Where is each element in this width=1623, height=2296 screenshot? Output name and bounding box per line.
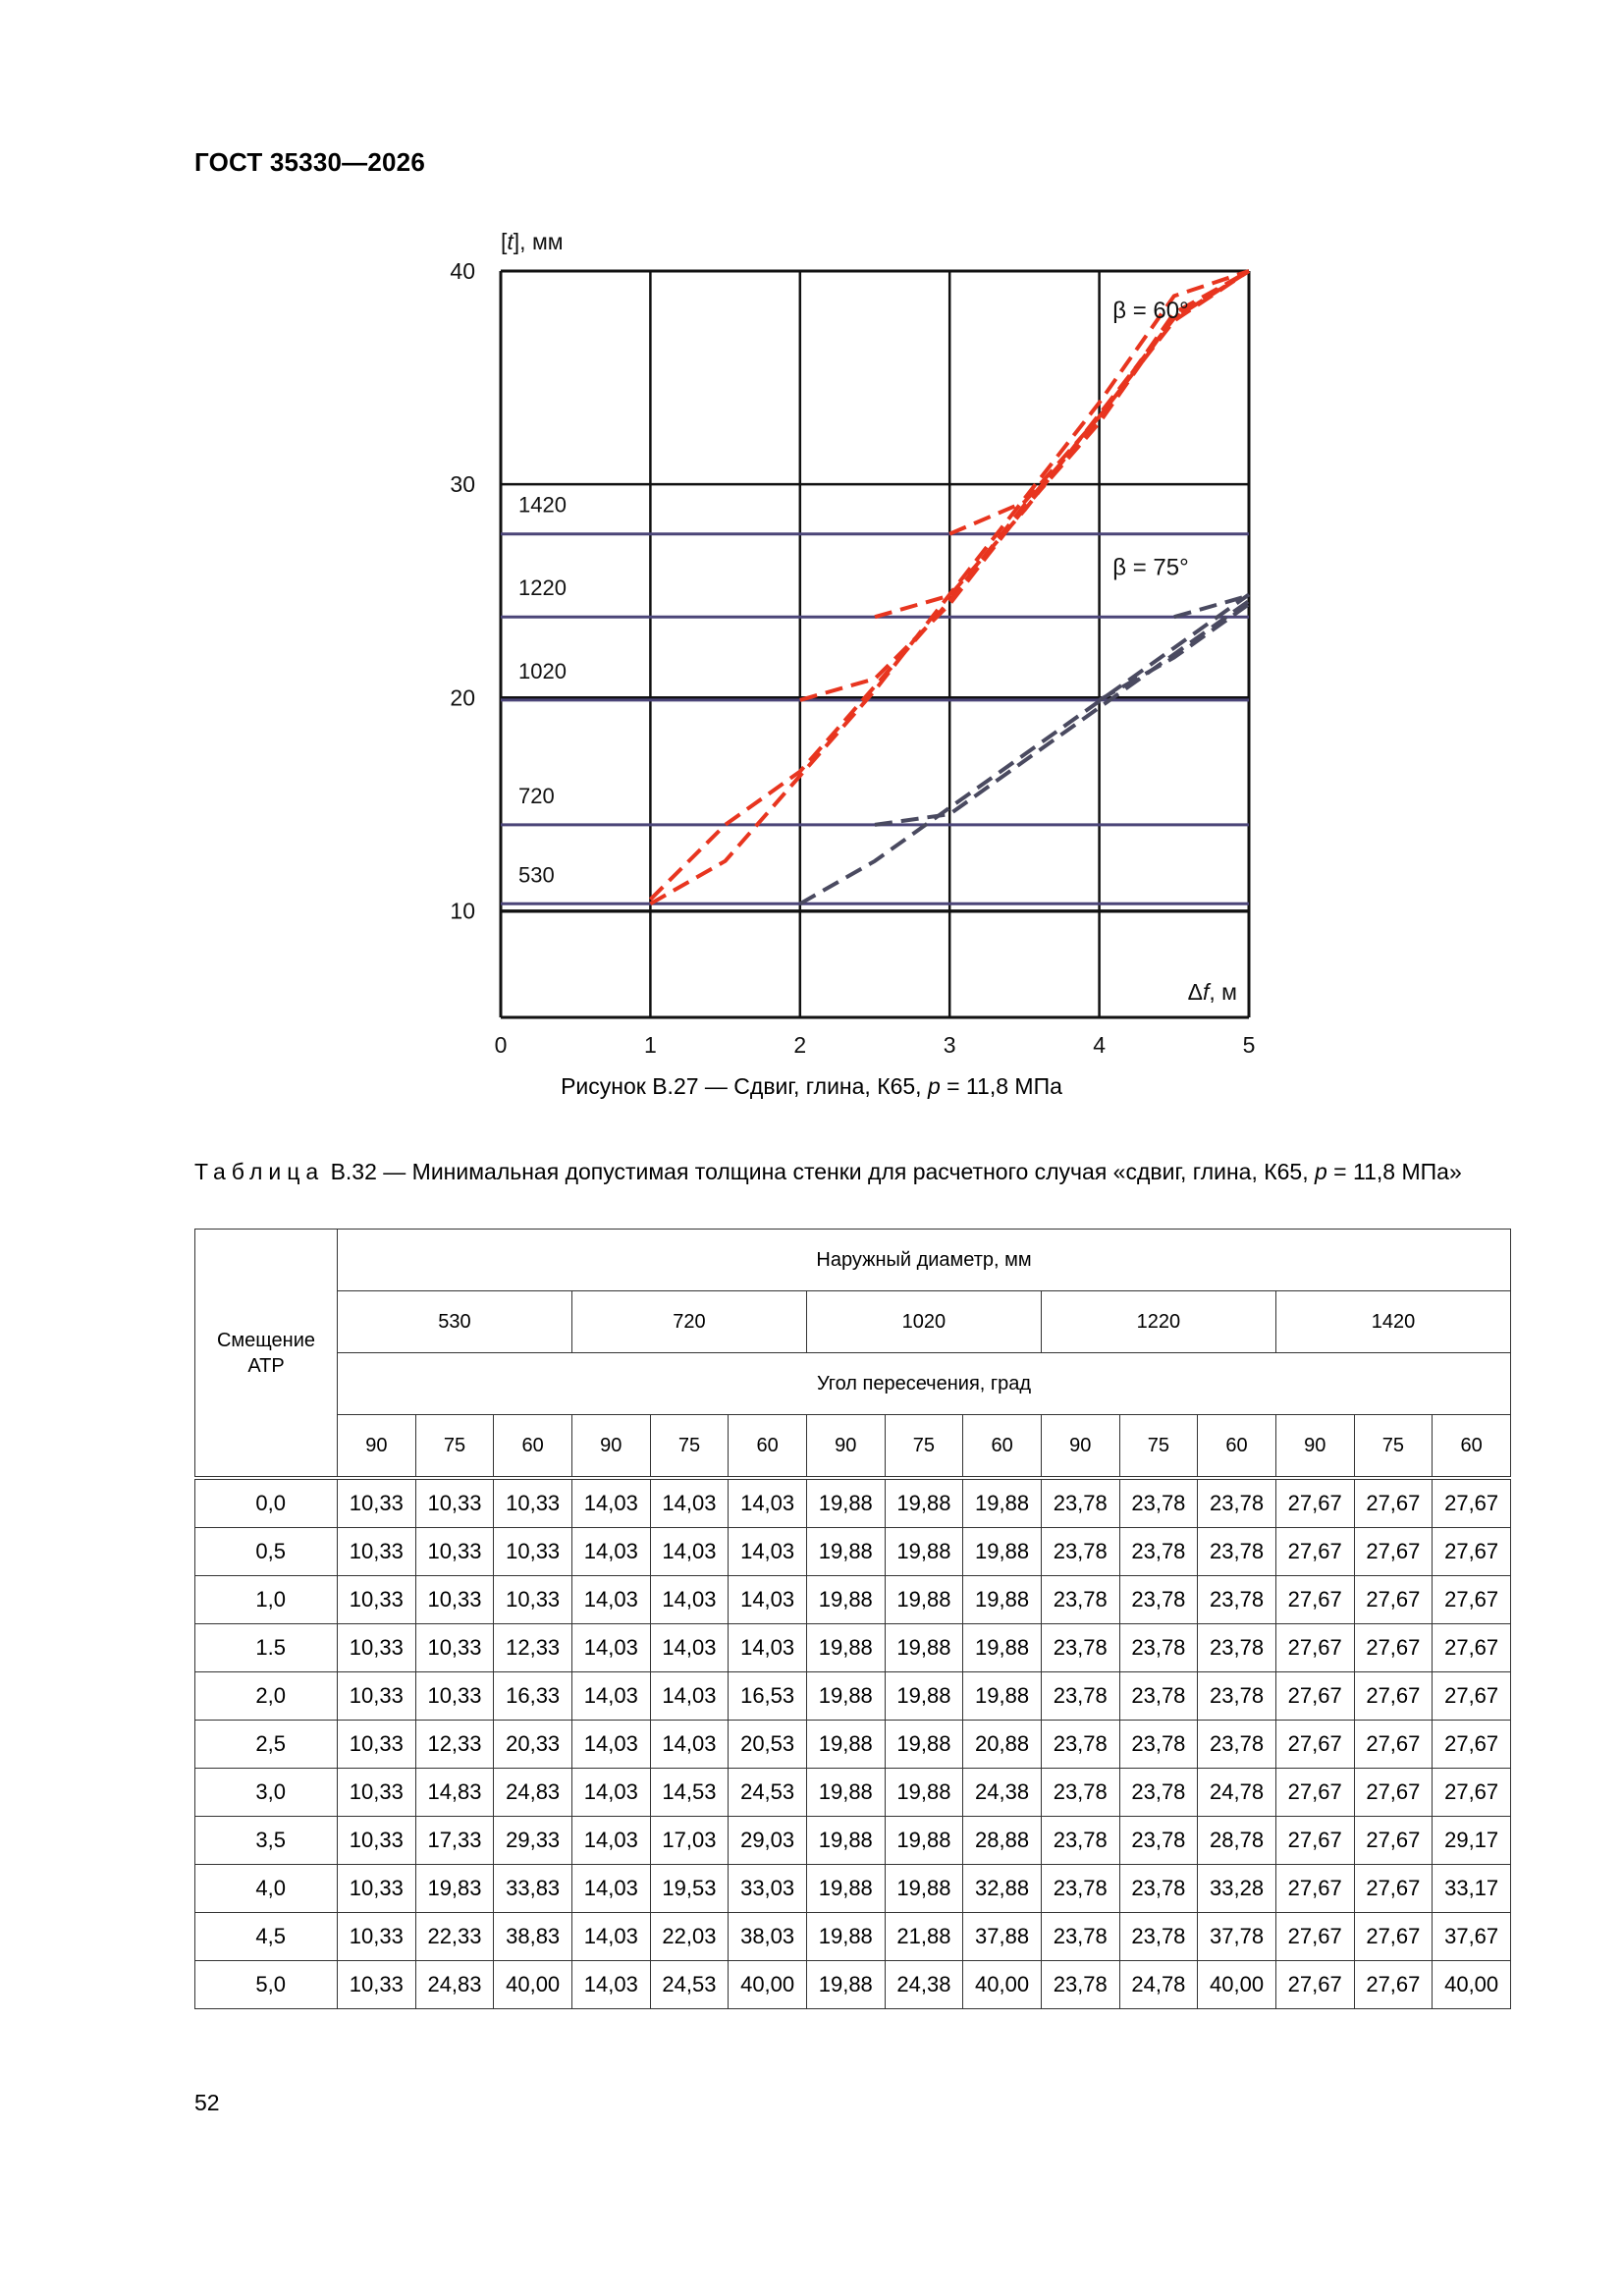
diameter-label: 1020 [518,658,567,683]
thickness-cell: 23,78 [1119,1865,1198,1913]
thickness-cell: 27,67 [1275,1865,1354,1913]
thickness-cell: 38,83 [494,1913,572,1961]
thickness-cell: 40,00 [963,1961,1042,2009]
thickness-cell: 19,88 [963,1624,1042,1672]
thickness-cell: 19,88 [806,1865,885,1913]
thickness-cell: 19,88 [963,1576,1042,1624]
thickness-cell: 23,78 [1119,1576,1198,1624]
figure-caption-text: Рисунок В.27 — Сдвиг, глина, К65, [561,1073,928,1099]
diameter-header: 1420 [1275,1291,1510,1353]
thickness-cell: 23,78 [1198,1528,1276,1576]
x-tick-label: 1 [644,1032,657,1058]
chart-grid [501,271,1249,1017]
table-row [195,1817,1511,1865]
x-tick-label: 2 [793,1032,807,1058]
thickness-cell: 10,33 [415,1576,494,1624]
thickness-cell: 10,33 [338,1478,416,1528]
angle-header-cell: 90 [338,1415,416,1479]
thickness-cell: 10,33 [494,1576,572,1624]
table-caption-end: = 11,8 МПа» [1326,1159,1462,1184]
thickness-cell: 16,33 [494,1672,572,1721]
thickness-cell: 12,33 [494,1624,572,1672]
thickness-cell: 14,03 [729,1528,807,1576]
thickness-cell: 14,03 [729,1624,807,1672]
thickness-cell: 22,33 [415,1913,494,1961]
table-row [195,1624,1511,1672]
thickness-cell: 33,28 [1198,1865,1276,1913]
thickness-cell: 23,78 [1041,1528,1119,1576]
thickness-cell: 14,03 [650,1624,729,1672]
thickness-cell: 23,78 [1041,1865,1119,1913]
thickness-cell: 10,33 [494,1528,572,1576]
thickness-cell: 14,03 [571,1913,650,1961]
angle-header-cell: 60 [1433,1415,1511,1479]
thickness-cell: 24,83 [415,1961,494,2009]
thickness-cell: 14,03 [571,1672,650,1721]
thickness-cell: 10,33 [338,1528,416,1576]
thickness-cell: 27,67 [1354,1624,1433,1672]
thickness-cell: 10,33 [415,1624,494,1672]
angle-header-cell: 75 [1119,1415,1198,1479]
thickness-cell: 10,33 [338,1672,416,1721]
thickness-cell: 23,78 [1041,1961,1119,2009]
thickness-cell: 24,78 [1119,1961,1198,2009]
outer-diameter-header: Наружный диаметр, мм [338,1230,1511,1291]
y-tick-label: 30 [450,471,475,498]
thickness-cell: 29,17 [1433,1817,1511,1865]
diameter-header: 1020 [806,1291,1041,1353]
thickness-cell: 14,53 [650,1769,729,1817]
table-row [195,1721,1511,1769]
thickness-cell: 19,88 [806,1769,885,1817]
thickness-cell: 10,33 [338,1721,416,1769]
thickness-cell: 14,03 [650,1721,729,1769]
thickness-cell: 14,03 [571,1865,650,1913]
table-caption [194,1157,1510,1186]
x-axis-label [1188,979,1237,1005]
x-tick-label: 4 [1093,1032,1106,1058]
angle-header: Угол пересечения, град [338,1353,1511,1415]
angle-header-cell: 75 [650,1415,729,1479]
thickness-cell: 21,88 [885,1913,963,1961]
angle-header-cell: 75 [1354,1415,1433,1479]
x-axis-label-part: f [1203,979,1210,1005]
thickness-cell: 17,03 [650,1817,729,1865]
thickness-cell: 22,03 [650,1913,729,1961]
thickness-cell: 40,00 [494,1961,572,2009]
thickness-cell: 23,78 [1119,1624,1198,1672]
thickness-cell: 14,03 [650,1478,729,1528]
thickness-cell: 14,03 [571,1769,650,1817]
thickness-cell: 27,67 [1433,1528,1511,1576]
thickness-cell: 23,78 [1198,1576,1276,1624]
stub-header-line2: АТР [247,1354,285,1377]
thickness-cell: 14,03 [650,1672,729,1721]
thickness-cell: 10,33 [415,1478,494,1528]
thickness-cell: 10,33 [494,1478,572,1528]
offset-cell: 0,0 [195,1478,338,1528]
thickness-cell: 27,67 [1275,1672,1354,1721]
thickness-cell: 27,67 [1354,1478,1433,1528]
offset-cell: 4,5 [195,1913,338,1961]
thickness-cell: 23,78 [1198,1721,1276,1769]
offset-cell: 0,5 [195,1528,338,1576]
thickness-cell: 14,03 [571,1624,650,1672]
thickness-cell: 20,88 [963,1721,1042,1769]
thickness-cell: 37,88 [963,1913,1042,1961]
thickness-cell: 27,67 [1354,1961,1433,2009]
thickness-cell: 19,88 [885,1721,963,1769]
thickness-cell: 24,78 [1198,1769,1276,1817]
angle-header-cell: 75 [885,1415,963,1479]
thickness-cell: 23,78 [1041,1721,1119,1769]
thickness-cell: 23,78 [1041,1672,1119,1721]
thickness-cell: 19,88 [885,1528,963,1576]
stub-header [195,1230,338,1479]
thickness-cell: 24,53 [729,1769,807,1817]
angle-header-cell: 60 [963,1415,1042,1479]
thickness-cell: 14,03 [571,1817,650,1865]
table-row [195,1576,1511,1624]
thickness-cell: 16,53 [729,1672,807,1721]
thickness-cell: 37,78 [1198,1913,1276,1961]
thickness-cell: 27,67 [1275,1817,1354,1865]
figure-caption [0,1073,1623,1100]
thickness-cell: 27,67 [1354,1865,1433,1913]
data-table [194,1229,1511,2009]
thickness-cell: 27,67 [1354,1528,1433,1576]
diameter-label: 530 [518,862,555,888]
thickness-cell: 24,38 [963,1769,1042,1817]
thickness-cell: 10,33 [338,1865,416,1913]
thickness-cell: 10,33 [338,1769,416,1817]
thickness-cell: 19,88 [806,1478,885,1528]
thickness-cell: 14,03 [650,1528,729,1576]
offset-cell: 1.5 [195,1624,338,1672]
thickness-cell: 29,03 [729,1817,807,1865]
table-caption-label: Таблица [194,1159,325,1184]
thickness-cell: 27,67 [1433,1769,1511,1817]
thickness-cell: 40,00 [729,1961,807,2009]
angle-header-cell: 90 [571,1415,650,1479]
x-tick-label: 5 [1242,1032,1256,1058]
table-caption-p: p [1315,1159,1327,1184]
thickness-cell: 27,67 [1275,1961,1354,2009]
thickness-cell: 27,67 [1275,1913,1354,1961]
thickness-cell: 33,83 [494,1865,572,1913]
offset-cell: 2,0 [195,1672,338,1721]
angle-header-cell: 60 [1198,1415,1276,1479]
thickness-cell: 23,78 [1119,1528,1198,1576]
thickness-cell: 20,33 [494,1721,572,1769]
y-axis-label-part: t [507,229,514,254]
thickness-cell: 27,67 [1275,1478,1354,1528]
thickness-cell: 14,03 [571,1961,650,2009]
offset-cell: 3,5 [195,1817,338,1865]
angle-header-cell: 75 [415,1415,494,1479]
stub-header-line1: Смещение [216,1329,315,1351]
thickness-cell: 23,78 [1198,1672,1276,1721]
thickness-cell: 19,88 [885,1865,963,1913]
thickness-cell: 10,33 [338,1624,416,1672]
thickness-cell: 23,78 [1041,1576,1119,1624]
thickness-cell: 12,33 [415,1721,494,1769]
diameter-header: 720 [571,1291,806,1353]
table-row [195,1528,1511,1576]
figure-caption-tail: = 11,8 МПа [940,1073,1062,1099]
series-label: β = 60° [1112,298,1189,324]
thickness-cell: 23,78 [1198,1478,1276,1528]
thickness-cell: 27,67 [1275,1624,1354,1672]
thickness-cell: 24,83 [494,1769,572,1817]
thickness-cell: 27,67 [1275,1721,1354,1769]
thickness-cell: 27,67 [1354,1769,1433,1817]
thickness-cell: 23,78 [1198,1624,1276,1672]
series-label: β = 75° [1112,554,1189,581]
document-header: ГОСТ 35330—2026 [194,147,425,177]
diameter-header: 1220 [1041,1291,1275,1353]
thickness-cell: 32,88 [963,1865,1042,1913]
thickness-cell: 24,53 [650,1961,729,2009]
series-line [800,594,1249,903]
offset-cell: 1,0 [195,1576,338,1624]
thickness-cell: 19,88 [806,1528,885,1576]
x-axis-label-part: Δ [1187,979,1204,1005]
thickness-cell: 23,78 [1119,1478,1198,1528]
thickness-cell: 19,88 [806,1576,885,1624]
y-axis-label [501,229,564,254]
diameter-lines [501,534,1249,904]
thickness-cell: 28,88 [963,1817,1042,1865]
thickness-cell: 19,88 [885,1769,963,1817]
thickness-cell: 24,38 [885,1961,963,2009]
thickness-cell: 10,33 [338,1576,416,1624]
thickness-cell: 19,88 [885,1672,963,1721]
thickness-cell: 28,78 [1198,1817,1276,1865]
thickness-cell: 23,78 [1119,1721,1198,1769]
diameter-label: 1220 [518,575,567,601]
thickness-cell: 17,33 [415,1817,494,1865]
thickness-cell: 10,33 [415,1528,494,1576]
thickness-cell: 33,03 [729,1865,807,1913]
thickness-cell: 10,33 [338,1913,416,1961]
thickness-cell: 27,67 [1275,1576,1354,1624]
thickness-cell: 19,88 [885,1576,963,1624]
series-line [875,271,1249,617]
thickness-cell: 23,78 [1041,1769,1119,1817]
thickness-cell: 40,00 [1433,1961,1511,2009]
thickness-cell: 19,88 [963,1528,1042,1576]
table-row [195,1913,1511,1961]
thickness-cell: 23,78 [1041,1817,1119,1865]
thickness-cell: 10,33 [415,1672,494,1721]
thickness-cell: 19,88 [806,1624,885,1672]
thickness-cell: 23,78 [1041,1913,1119,1961]
series-line [875,601,1249,825]
y-tick-label: 40 [450,258,475,284]
thickness-cell: 23,78 [1119,1817,1198,1865]
table-row [195,1672,1511,1721]
figure-chart [0,0,1623,1061]
thickness-cell: 20,53 [729,1721,807,1769]
page-number: 52 [194,2090,220,2115]
thickness-cell: 27,67 [1354,1721,1433,1769]
thickness-cell: 19,88 [806,1672,885,1721]
thickness-cell: 27,67 [1433,1672,1511,1721]
y-tick-label: 20 [450,684,475,711]
thickness-cell: 23,78 [1041,1478,1119,1528]
table-row [195,1865,1511,1913]
thickness-cell: 19,88 [885,1817,963,1865]
thickness-cell: 19,83 [415,1865,494,1913]
thickness-cell: 19,88 [806,1817,885,1865]
thickness-cell: 19,88 [806,1721,885,1769]
thickness-cell: 23,78 [1041,1624,1119,1672]
thickness-cell: 14,03 [571,1528,650,1576]
thickness-cell: 14,03 [650,1576,729,1624]
thickness-cell: 27,67 [1433,1576,1511,1624]
thickness-cell: 27,67 [1354,1913,1433,1961]
thickness-cell: 23,78 [1119,1769,1198,1817]
angle-header-cell: 60 [494,1415,572,1479]
thickness-cell: 14,03 [729,1576,807,1624]
thickness-cell: 23,78 [1119,1672,1198,1721]
y-tick-label: 10 [450,898,475,924]
angle-header-cell: 90 [806,1415,885,1479]
thickness-cell: 14,03 [571,1478,650,1528]
angle-header-cell: 60 [729,1415,807,1479]
thickness-cell: 19,88 [806,1913,885,1961]
thickness-cell: 27,67 [1275,1528,1354,1576]
table-row [195,1478,1511,1528]
thickness-cell: 40,00 [1198,1961,1276,2009]
offset-cell: 5,0 [195,1961,338,2009]
offset-cell: 4,0 [195,1865,338,1913]
thickness-cell: 27,67 [1433,1478,1511,1528]
thickness-cell: 27,67 [1354,1817,1433,1865]
thickness-cell: 23,78 [1119,1913,1198,1961]
x-tick-label: 0 [494,1032,508,1058]
thickness-cell: 38,03 [729,1913,807,1961]
thickness-cell: 19,88 [885,1478,963,1528]
thickness-cell: 14,03 [571,1721,650,1769]
thickness-cell: 10,33 [338,1817,416,1865]
thickness-cell: 27,67 [1275,1769,1354,1817]
diameter-header: 530 [338,1291,572,1353]
series-line [800,271,1249,700]
table-caption-text: В.32 — Минимальная допустимая толщина стенки для расчетного случая «сдвиг, глина, К65, [324,1159,1315,1184]
thickness-cell: 19,88 [963,1672,1042,1721]
thickness-cell: 27,67 [1433,1721,1511,1769]
thickness-cell: 19,88 [963,1478,1042,1528]
y-axis-label-part: [ [501,229,508,254]
diameter-label: 720 [518,783,555,808]
y-axis-label-part: ], мм [513,229,564,254]
thickness-cell: 19,88 [885,1624,963,1672]
thickness-cell: 14,03 [571,1576,650,1624]
angle-header-cell: 90 [1041,1415,1119,1479]
thickness-cell: 33,17 [1433,1865,1511,1913]
table-row [195,1961,1511,2009]
diameter-label: 1420 [518,492,567,518]
thickness-cell: 19,88 [806,1961,885,2009]
offset-cell: 3,0 [195,1769,338,1817]
table-row [195,1769,1511,1817]
thickness-cell: 14,03 [729,1478,807,1528]
x-axis-label-part: , м [1209,979,1237,1005]
angle-header-cell: 90 [1275,1415,1354,1479]
chart-labels [450,229,1255,1058]
thickness-cell: 27,67 [1354,1576,1433,1624]
x-tick-label: 3 [943,1032,956,1058]
thickness-cell: 27,67 [1354,1672,1433,1721]
figure-caption-p: p [927,1073,941,1099]
thickness-cell: 37,67 [1433,1913,1511,1961]
thickness-cell: 27,67 [1433,1624,1511,1672]
thickness-cell: 10,33 [338,1961,416,2009]
offset-cell: 2,5 [195,1721,338,1769]
thickness-cell: 29,33 [494,1817,572,1865]
thickness-cell: 19,53 [650,1865,729,1913]
thickness-cell: 14,83 [415,1769,494,1817]
